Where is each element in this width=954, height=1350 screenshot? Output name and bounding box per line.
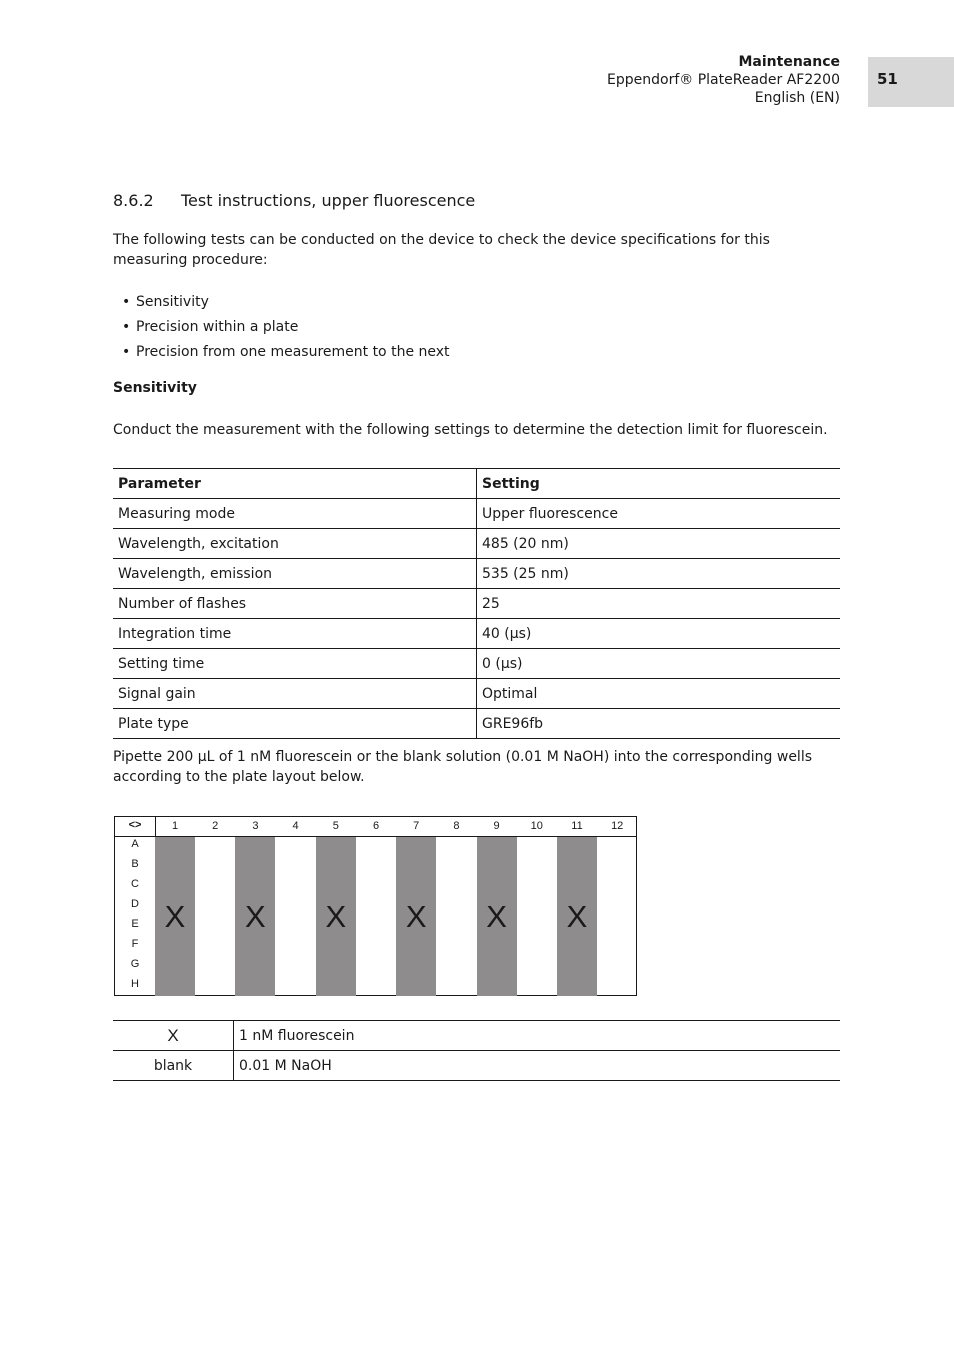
- fluorescein-mark: X: [486, 899, 507, 934]
- setting-cell: Upper fluorescence: [477, 499, 841, 529]
- column-label: 8: [453, 820, 460, 832]
- header-product: Eppendorf® PlateReader AF2200: [607, 72, 840, 88]
- plate-corner-label: <>: [128, 819, 142, 831]
- table-row: [113, 619, 840, 649]
- column-label: 5: [332, 820, 339, 832]
- setting-cell: 25: [477, 589, 841, 619]
- row-label: A: [131, 838, 139, 850]
- parameter-cell: Number of flashes: [113, 589, 477, 619]
- table-row: [113, 559, 840, 589]
- parameter-cell: Wavelength, excitation: [113, 529, 477, 559]
- fluorescein-mark: X: [405, 899, 427, 934]
- fluorescein-mark: X: [245, 899, 266, 934]
- column-label: 3: [252, 820, 259, 832]
- section-number: 8.6.2: [113, 191, 154, 210]
- legend-symbol: blank: [113, 1051, 234, 1081]
- row-label: B: [131, 858, 139, 870]
- fluorescein-mark: X: [164, 899, 186, 934]
- parameter-cell: Wavelength, emission: [113, 559, 477, 589]
- setting-cell: Optimal: [477, 679, 841, 709]
- parameter-cell: Plate type: [113, 709, 477, 739]
- header-section: Maintenance: [738, 54, 840, 70]
- setting-cell: GRE96fb: [477, 709, 841, 739]
- header-language: English (EN): [754, 90, 840, 106]
- page-number: 51: [877, 70, 898, 88]
- setting-cell: 0 (µs): [477, 649, 841, 679]
- parameter-cell: Setting time: [113, 649, 477, 679]
- test-list: [122, 290, 450, 365]
- fluorescein-mark: X: [566, 899, 588, 934]
- column-label: 1: [171, 820, 179, 832]
- column-label: 11: [571, 820, 583, 832]
- table-row: [113, 589, 840, 619]
- setting-cell: 535 (25 nm): [477, 559, 841, 589]
- parameter-cell: Measuring mode: [113, 499, 477, 529]
- column-label: 4: [292, 820, 299, 832]
- row-label: H: [131, 978, 139, 990]
- row-label: G: [130, 958, 140, 970]
- intro-paragraph: The following tests can be conducted on the device to check the device specifications for this measuring procedure:: [113, 232, 770, 268]
- column-label: 7: [413, 820, 420, 832]
- running-header: [607, 53, 840, 107]
- section-title: Test instructions, upper fluorescence: [181, 191, 476, 210]
- legend-description: 1 nM fluorescein: [234, 1021, 841, 1051]
- legend-description: 0.01 M NaOH: [234, 1051, 841, 1081]
- sensitivity-heading: Sensitivity: [113, 380, 197, 396]
- column-header: Setting: [477, 469, 841, 499]
- setting-cell: 485 (20 nm): [477, 529, 841, 559]
- legend-table: [113, 1020, 840, 1081]
- fluorescein-mark: X: [325, 899, 347, 934]
- plate-layout-diagram: [114, 816, 637, 996]
- table-header-row: [113, 469, 840, 499]
- table-row: [113, 1051, 840, 1081]
- table-row: [113, 709, 840, 739]
- table-row: [113, 649, 840, 679]
- setting-cell: 40 (µs): [477, 619, 841, 649]
- row-label: E: [131, 918, 139, 930]
- table-row: [113, 499, 840, 529]
- list-item: • Precision within a plate: [122, 315, 450, 340]
- row-label: C: [131, 878, 139, 890]
- table-row: [113, 679, 840, 709]
- column-label: 6: [372, 820, 380, 832]
- table-row: [113, 529, 840, 559]
- list-item: • Precision from one measurement to the next: [122, 340, 450, 365]
- column-label: 10: [530, 820, 543, 832]
- pipette-paragraph: Pipette 200 µL of 1 nM fluorescein or the blank solution (0.01 M NaOH) into the corresponding wells according to the plate layout below.: [113, 749, 813, 785]
- list-item: • Sensitivity: [122, 290, 450, 315]
- instruction-paragraph: Conduct the measurement with the following settings to determine the detection limit for fluorescein.: [113, 422, 828, 438]
- row-label: F: [131, 938, 139, 950]
- parameter-cell: Signal gain: [113, 679, 477, 709]
- column-label: 9: [493, 820, 500, 832]
- column-label: 2: [212, 820, 219, 832]
- row-label: D: [131, 898, 139, 910]
- column-label: 12: [611, 820, 624, 832]
- settings-table: [113, 468, 840, 739]
- column-header: Parameter: [113, 469, 477, 499]
- table-row: [113, 1021, 840, 1051]
- section-heading: [113, 191, 475, 210]
- legend-symbol: X: [113, 1021, 234, 1051]
- parameter-cell: Integration time: [113, 619, 477, 649]
